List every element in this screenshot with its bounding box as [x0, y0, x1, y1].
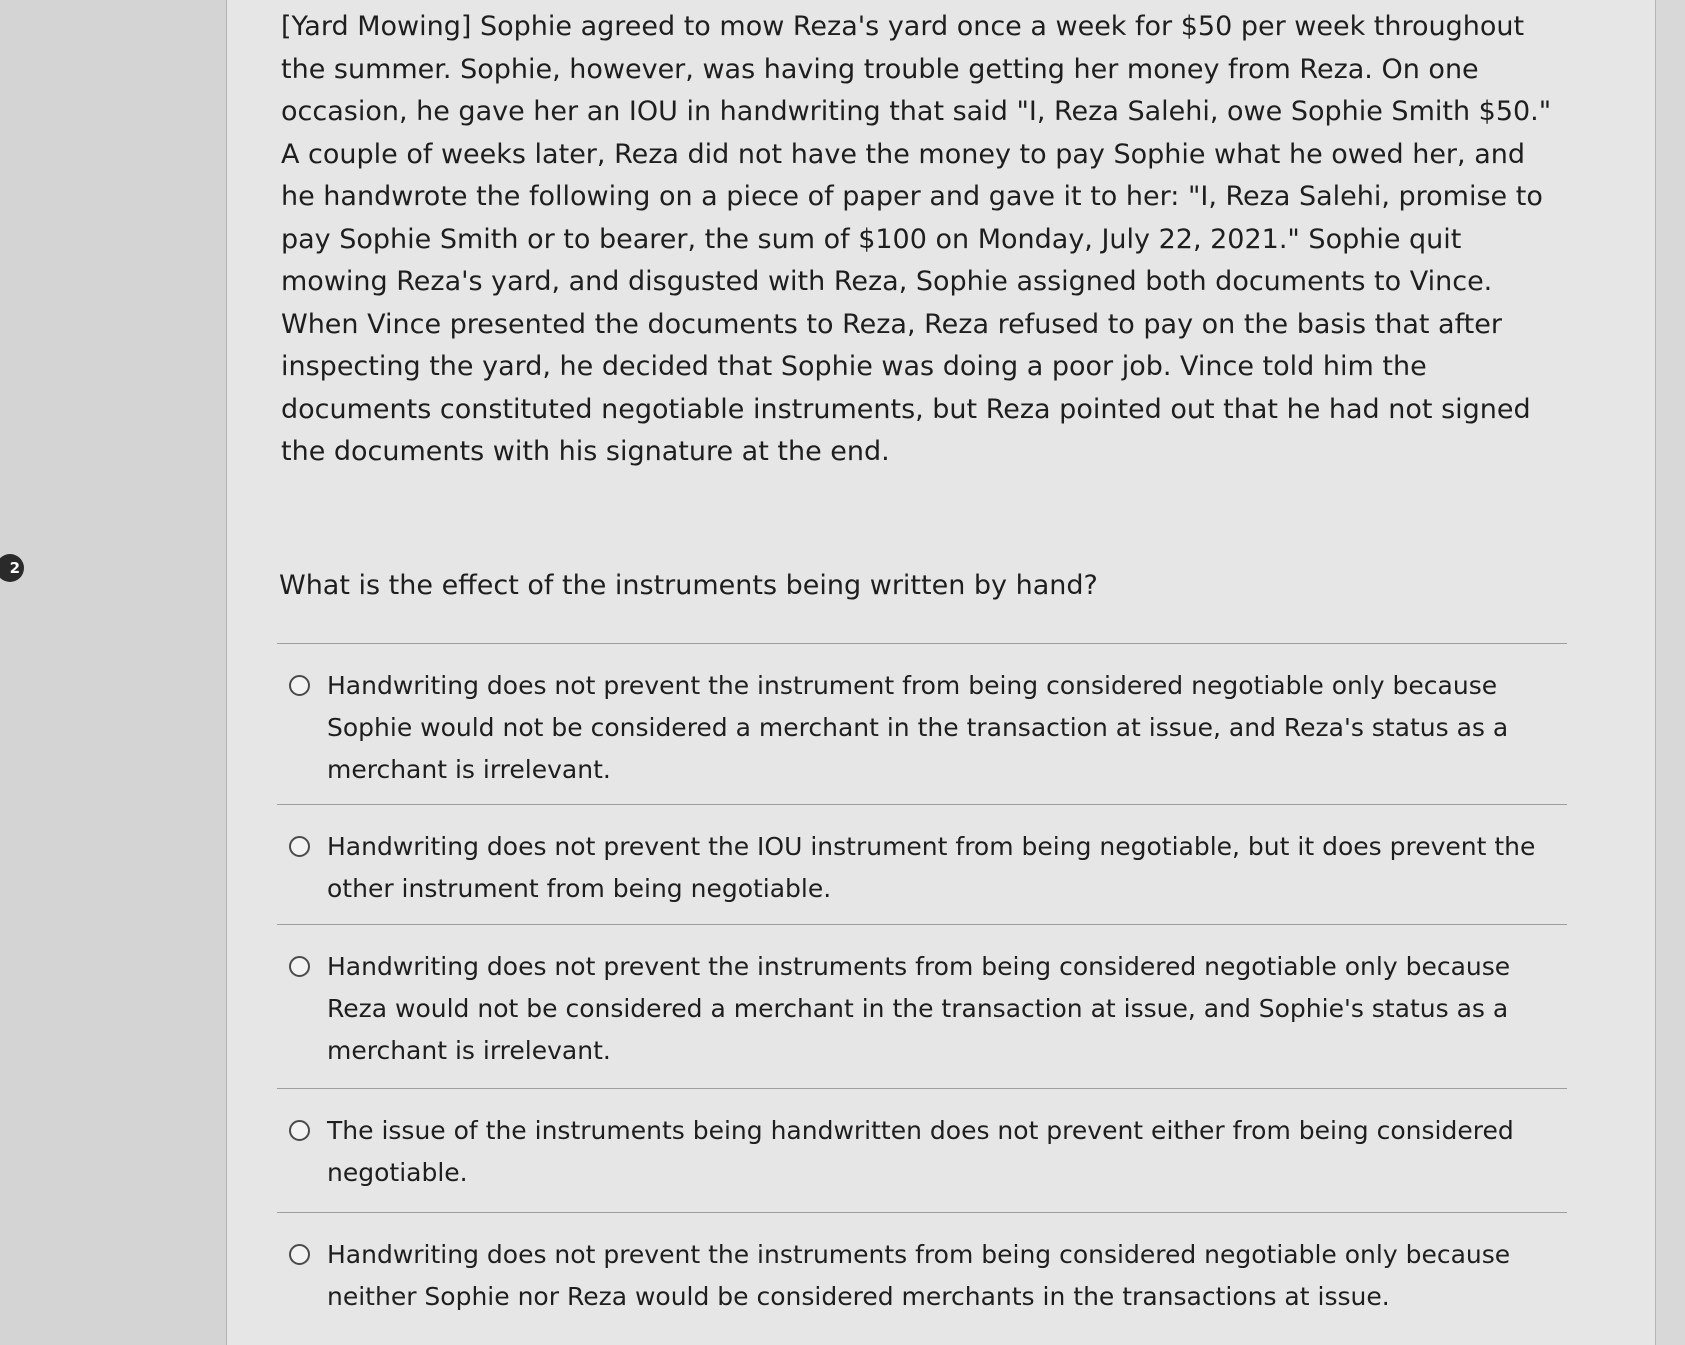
answer-divider [277, 1212, 1567, 1213]
answer-option-label: Handwriting does not prevent the instrument from being considered negotiable only because Sophie would not be considered a merchant in the transaction at issue, and Reza's status as a merchant is irrelevant. [327, 671, 1509, 784]
question-number-badge: 2 [0, 554, 24, 582]
left-gutter [0, 0, 226, 1345]
answer-option-label: The issue of the instruments being handwritten does not prevent either from being considered negotiable. [327, 1116, 1514, 1187]
answer-divider [277, 643, 1567, 644]
answer-option-3[interactable] [277, 946, 1567, 1076]
answer-option-label: Handwriting does not prevent the IOU instrument from being negotiable, but it does prevent the other instrument from being negotiable. [327, 832, 1536, 903]
radio-button-icon[interactable] [289, 1120, 310, 1141]
answer-divider [277, 804, 1567, 805]
question-card [226, 0, 1656, 1345]
question-passage: [Yard Mowing] Sophie agreed to mow Reza's yard once a week for $50 per week throughout the summer. Sophie, however, was having trouble getting her money from Reza. On one occasion, he gave her an IOU in handwriting that said "I, Reza Salehi, owe Sophie Smith $50." A couple of weeks later, Reza did not have the money to pay Sophie what he owed her, and he handwrote the following on a piece of paper and gave it to her: "I, Reza Salehi, promise to pay Sophie Smith or to bearer, the sum of $100 on Monday, July 22, 2021." Sophie quit mowing Reza's yard, and disgusted with Reza, Sophie assigned both documents to Vince. When Vince presented the documents to Reza, Reza refused to pay on the basis that after inspecting the yard, he decided that Sophie was doing a poor job. Vince told him the documents constituted negotiable instruments, but Reza pointed out that he had not signed the documents with his signature at the end. [281, 11, 1552, 467]
radio-button-icon[interactable] [289, 836, 310, 857]
answer-divider [277, 1088, 1567, 1089]
radio-button-icon[interactable] [289, 675, 310, 696]
radio-button-icon[interactable] [289, 956, 310, 977]
answer-option-5[interactable] [277, 1234, 1567, 1329]
radio-button-icon[interactable] [289, 1244, 310, 1265]
answer-option-label: Handwriting does not prevent the instruments from being considered negotiable only because neither Sophie nor Reza would be considered merchants in the transactions at issue. [327, 1240, 1511, 1311]
answer-option-4[interactable] [277, 1110, 1567, 1200]
answer-option-2[interactable] [277, 826, 1567, 916]
question-prompt: What is the effect of the instruments being written by hand? [279, 570, 1098, 601]
answer-divider [277, 924, 1567, 925]
answer-option-1[interactable] [277, 665, 1567, 795]
right-gutter [1656, 0, 1685, 1345]
answer-option-label: Handwriting does not prevent the instruments from being considered negotiable only because Reza would not be considered a merchant in the transaction at issue, and Sophie's status as a merchant is irrelevant. [327, 952, 1511, 1065]
